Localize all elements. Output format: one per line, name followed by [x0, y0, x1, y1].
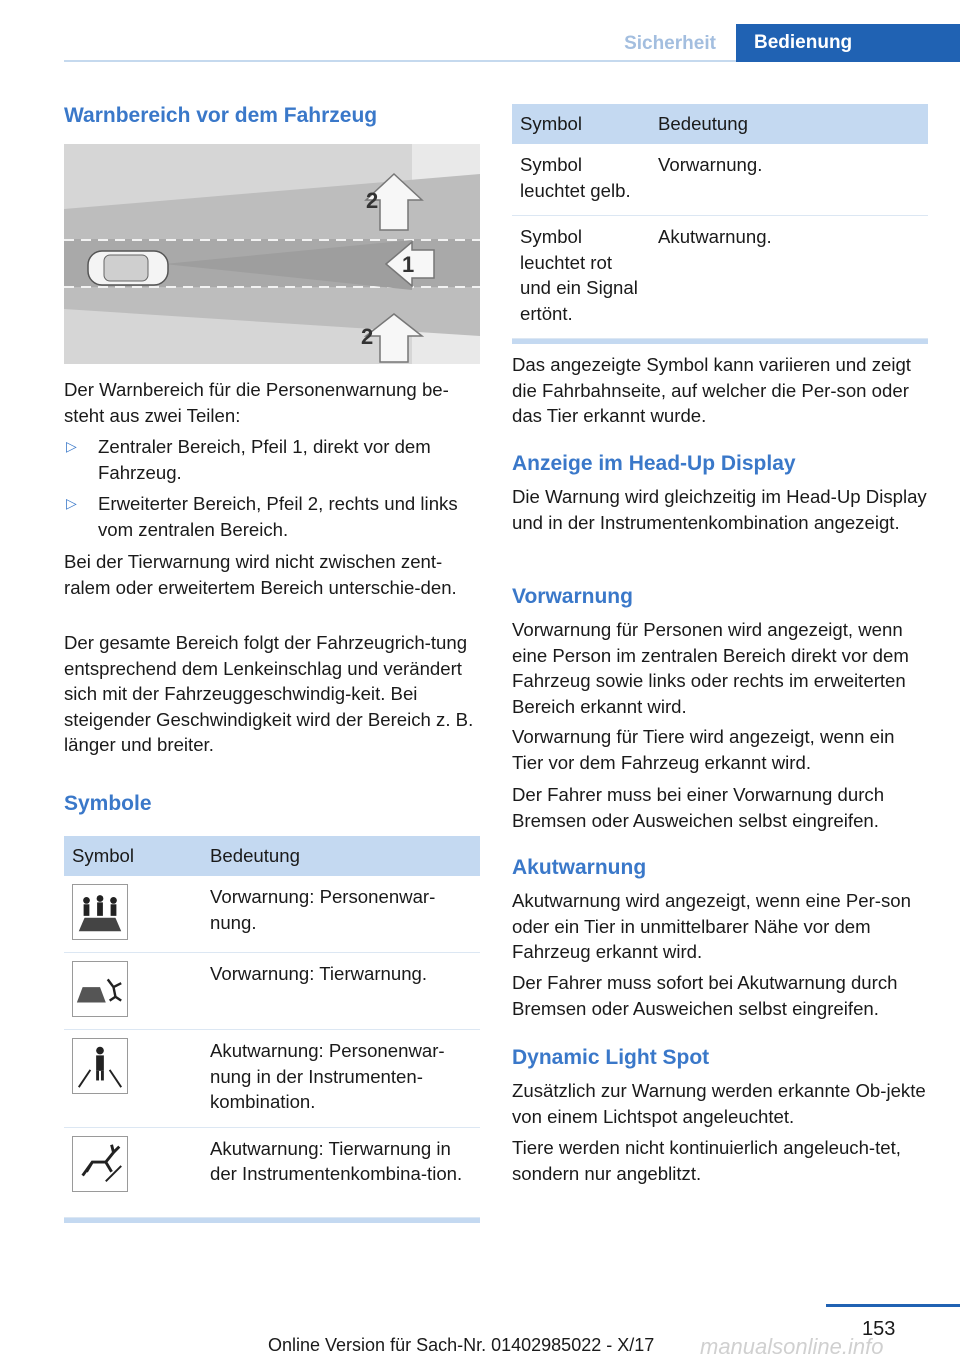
arrow-label-top: 2 [366, 188, 379, 213]
page-number: 153 [862, 1318, 896, 1340]
symbol-varies-paragraph: Das angezeigte Symbol kann variieren und zeigt die Fahrbahnseite, auf welcher die Per-son oder das Tier erkannt wurde. [512, 354, 911, 426]
heading-head-up-display: Anzeige im Head-Up Display [512, 452, 796, 475]
triangle-bullet-icon: ▷ [66, 438, 77, 454]
heading-dynamic-light-spot: Dynamic Light Spot [512, 1046, 710, 1069]
footer-version-text: Online Version für Sach-Nr. 01402985022 - X/17 [268, 1335, 655, 1355]
tab-sicherheit[interactable]: Sicherheit [624, 33, 716, 54]
meaning-cell: Akutwarnung. [650, 216, 928, 339]
table-row [64, 1127, 480, 1217]
col-header-meaning: Bedeutung [202, 836, 480, 876]
arrow-label-center: 1 [402, 252, 415, 277]
area-follows-paragraph: Der gesamte Bereich folgt der Fahrzeugrich-tung entsprechend dem Lenkeinschlag und verändert sich mit der Fahrzeuggeschwindig-keit. Bei steigender Geschwindigkeit wird der Bereich z. B. länger und breiter. [64, 632, 474, 755]
table-row [512, 144, 928, 216]
col-header-symbol: Symbol [512, 104, 650, 144]
heading-symbole: Symbole [64, 792, 152, 815]
vorwarnung-paragraph-2: Vorwarnung für Tiere wird angezeigt, wenn ein Tier vor dem Fahrzeug erkannt wird. [512, 726, 895, 773]
list-item: ▷ Erweiterter Bereich, Pfeil 2, rechts und links vom zentralen Bereich. [66, 493, 458, 540]
col-header-symbol: Symbol [64, 836, 202, 876]
meaning-cell: Vorwarnung. [650, 144, 928, 216]
triangle-bullet-icon: ▷ [66, 495, 77, 511]
table-row [64, 953, 480, 1030]
table-row [64, 876, 480, 953]
heading-akutwarnung: Akutwarnung [512, 856, 647, 879]
symbols-table [64, 836, 480, 1223]
dls-paragraph-2: Tiere werden nicht kontinuierlich angeleuch-tet, sondern nur angeblitzt. [512, 1137, 901, 1184]
heading-vorwarnung: Vorwarnung [512, 585, 633, 608]
watermark: manualsonline.info [700, 1334, 884, 1359]
deer-acute-icon [72, 1136, 128, 1192]
person-acute-icon [72, 1038, 128, 1094]
col-header-meaning: Bedeutung [650, 104, 928, 144]
warning-area-figure [64, 144, 480, 364]
symbol-cell: Symbol leuchtet rot und ein Signal ertönt. [512, 216, 650, 339]
meaning-cell: Vorwarnung: Personenwar-nung. [202, 876, 480, 953]
status-table [512, 104, 928, 344]
heading-warnbereich: Warnbereich vor dem Fahrzeug [64, 104, 378, 127]
list-item: ▷ Zentraler Bereich, Pfeil 1, direkt vor dem Fahrzeug. [66, 436, 431, 483]
symbol-cell: Symbol leuchtet gelb. [512, 144, 650, 216]
intro-paragraph: Der Warnbereich für die Personenwarnung be-steht aus zwei Teilen: [64, 379, 449, 426]
warning-area-list [64, 434, 480, 548]
akutwarnung-paragraph-1: Akutwarnung wird angezeigt, wenn eine Per-son oder ein Tier in unmittelbarer Nähe vor dem Fahrzeug erkannt wird. [512, 890, 911, 962]
dls-paragraph-1: Zusätzlich zur Warnung werden erkannte Ob-jekte von einem Lichtspot angeleuchtet. [512, 1080, 926, 1127]
arrow-label-bottom: 2 [361, 324, 374, 349]
table-end-rule [64, 1218, 480, 1223]
akutwarnung-paragraph-2: Der Fahrer muss sofort bei Akutwarnung durch Bremsen oder Ausweichen selbst eingreifen. [512, 972, 898, 1019]
car-icon [88, 251, 168, 285]
vorwarnung-paragraph-3: Der Fahrer muss bei einer Vorwarnung durch Bremsen oder Ausweichen selbst eingreifen. [512, 784, 885, 831]
meaning-cell: Akutwarnung: Personenwar-nung in der Instrumenten-kombination. [202, 1030, 480, 1128]
vorwarnung-paragraph-1: Vorwarnung für Personen wird angezeigt, wenn eine Person im zentralen Bereich direkt vor dem Fahrzeug sowie links oder rechts im erweiterten Bereich erkannt wird. [512, 619, 909, 717]
meaning-cell: Akutwarnung: Tierwarnung in der Instrumentenkombina-tion. [202, 1127, 480, 1217]
warning-area-diagram [64, 144, 480, 364]
tab-bedienung[interactable]: Bedienung [736, 24, 960, 62]
persons-warning-icon [72, 884, 128, 940]
meaning-cell: Vorwarnung: Tierwarnung. [202, 953, 480, 1030]
hud-paragraph: Die Warnung wird gleichzeitig im Head-Up Display und in der Instrumentenkombination angezeigt. [512, 486, 927, 533]
animal-warning-icon [72, 961, 128, 1017]
table-end-rule [512, 339, 928, 344]
table-row [512, 216, 928, 339]
footer-rule [826, 1304, 960, 1307]
table-row [64, 1030, 480, 1128]
animal-warning-paragraph: Bei der Tierwarnung wird nicht zwischen zent-ralem oder erweitertem Bereich unterschie-den. [64, 551, 457, 598]
